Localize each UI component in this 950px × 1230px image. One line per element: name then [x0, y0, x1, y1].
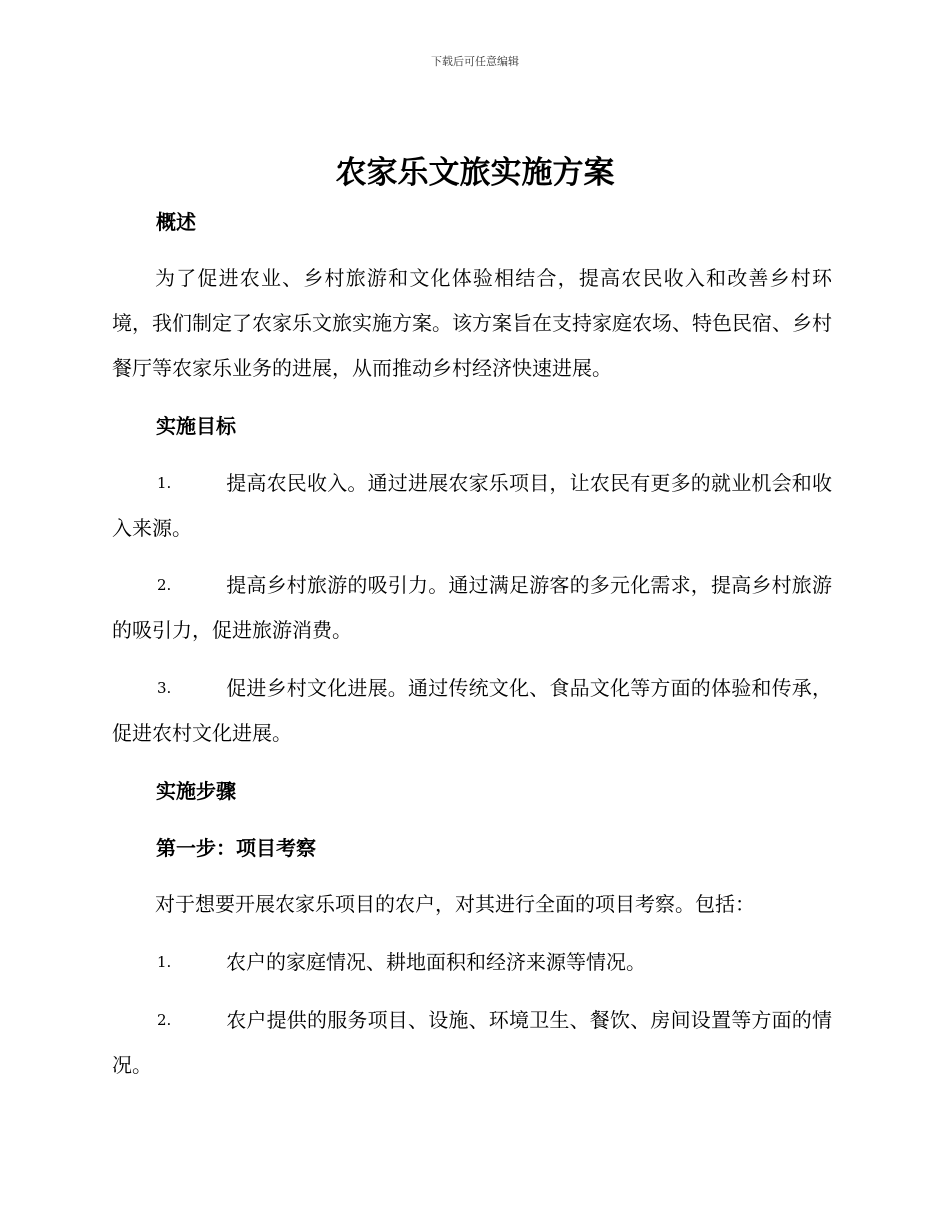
- page-header: 下载后可任意编辑: [431, 55, 519, 68]
- list-item-text: 促进乡村文化进展。通过传统文化、食品文化等方面的体验和传承，促进农村文化进展。: [112, 676, 832, 745]
- list-number: 2.: [157, 1011, 172, 1029]
- goal-item-3: [112, 666, 832, 756]
- list-number: 1.: [157, 474, 172, 492]
- section-heading-overview: 概述: [156, 210, 196, 234]
- step1-intro: 对于想要开展农家乐项目的农户，对其进行全面的项目考察。包括：: [155, 892, 755, 916]
- list-number: 3.: [157, 679, 172, 697]
- list-number: 1.: [157, 953, 172, 971]
- list-number: 2.: [157, 576, 172, 594]
- list-item-text: 提高农民收入。通过进展农家乐项目，让农民有更多的就业机会和收入来源。: [112, 471, 832, 540]
- overview-paragraph: 为了促进农业、乡村旅游和文化体验相结合，提高农民收入和改善乡村环境，我们制定了农家乐文旅实施方案。该方案旨在支持家庭农场、特色民宿、乡村餐厅等农家乐业务的进展，从而推动乡村经济快速进展。: [112, 266, 832, 380]
- list-item-text: 农户提供的服务项目、设施、环境卫生、餐饮、房间设置等方面的情况。: [112, 1008, 832, 1077]
- goal-item-1: [112, 461, 832, 551]
- list-item-text: 农户的家庭情况、耕地面积和经济来源等情况。: [226, 950, 646, 974]
- step1-item-2: [112, 998, 832, 1088]
- goal-item-2: [112, 563, 832, 653]
- section-heading-steps: 实施步骤: [156, 779, 236, 803]
- step1-item-1: [112, 940, 832, 985]
- step1-heading: 第一步：项目考察: [156, 836, 316, 860]
- list-item-text: 提高乡村旅游的吸引力。通过满足游客的多元化需求，提高乡村旅游的吸引力，促进旅游消费。: [112, 573, 832, 642]
- document-title: 农家乐文旅实施方案: [335, 155, 615, 191]
- section-heading-goals: 实施目标: [156, 414, 236, 438]
